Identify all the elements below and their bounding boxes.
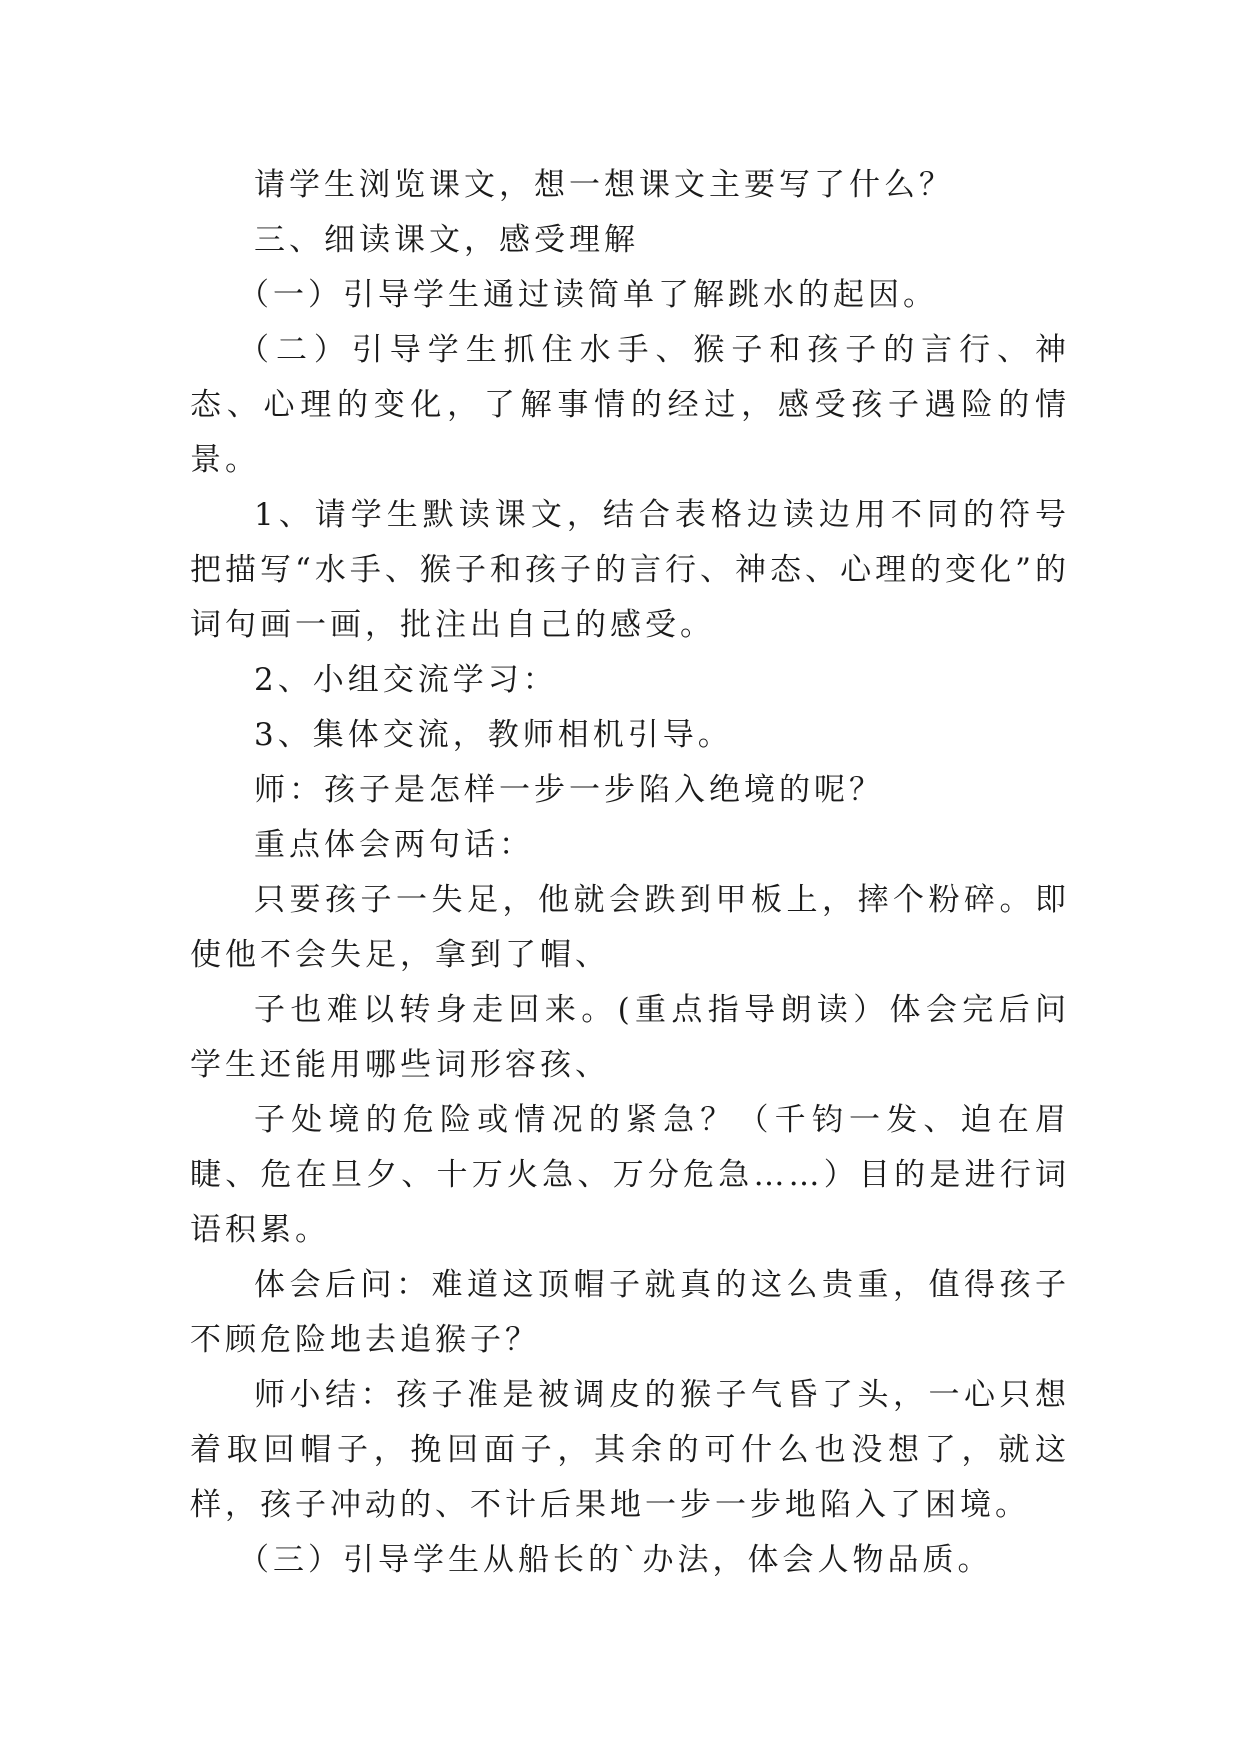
key-sentence-two: 子也难以转身走回来。(重点指导朗读）体会完后问学生还能用哪些词形容孩、 <box>190 992 1070 1083</box>
paragraph-browse-text: 请学生浏览课文，想一想课文主要写了什么？ <box>254 167 954 203</box>
teacher-question: 师：孩子是怎样一步一步陷入绝境的呢？ <box>254 772 884 808</box>
follow-up-question: 体会后问：难道这顶帽子就真的这么贵重，值得孩子不顾危险地去追猴子？ <box>190 1267 1070 1358</box>
step-one: 1、请学生默读课文，结合表格边读边用不同的符号把描写“水手、猴子和孩子的言行、神态、心理的变化”的词句画一画，批注出自己的感受。 <box>190 497 1070 643</box>
subsection-three: （三）引导学生从船长的`办法，体会人物品质。 <box>238 1542 993 1578</box>
subsection-two: （二）引导学生抓住水手、猴子和孩子的言行、神态、心理的变化，了解事情的经过，感受孩子遇险的情景。 <box>190 332 1070 478</box>
teacher-summary: 师小结：孩子准是被调皮的猴子气昏了头，一心只想着取回帽子，挽回面子，其余的可什么也没想了，就这样，孩子冲动的、不计后果地一步一步地陷入了困境。 <box>190 1377 1070 1523</box>
key-sentence-one: 只要孩子一失足，他就会跌到甲板上，摔个粉碎。即使他不会失足，拿到了帽、 <box>190 882 1070 973</box>
section-heading-close-reading: 三、细读课文，感受理解 <box>254 222 639 258</box>
subsection-one: （一）引导学生通过读简单了解跳水的起因。 <box>238 277 938 313</box>
situation-danger: 子处境的危险或情况的紧急？（千钧一发、迫在眉睫、危在旦夕、十万火急、万分危急……）目的是进行词语积累。 <box>190 1102 1070 1248</box>
step-three: 3、集体交流，教师相机引导。 <box>254 717 733 753</box>
document-body <box>190 158 1070 1588</box>
step-two: 2、小组交流学习： <box>254 662 558 698</box>
key-sentences-heading: 重点体会两句话： <box>254 827 534 863</box>
